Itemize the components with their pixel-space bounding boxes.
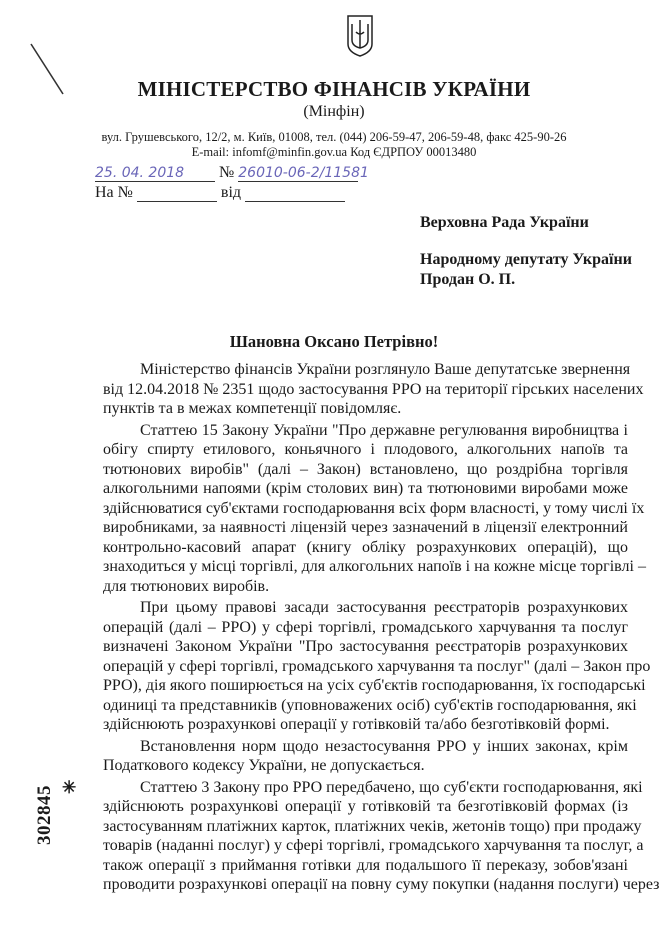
- paragraph-line: Статтею 3 Закону про РРО передбачено, що суб'єкти господарювання, які: [140, 778, 643, 796]
- paragraph-line: також операції з приймання готівки для подальшого її переказу, зобов'язані: [103, 856, 628, 874]
- paragraph-line: визначені Законом України "Про застосування реєстраторів розрахункових: [103, 638, 628, 655]
- ministry-name: МІНІСТЕРСТВО ФІНАНСІВ УКРАЇНИ: [137, 77, 531, 101]
- ministry-address: вул. Грушевського, 12/2, м. Київ, 01008, тел. (044) 206-59-47, 206-59-48, факс 425-90-26: [101, 130, 567, 144]
- reference-number-label: На №: [95, 184, 133, 201]
- reference-date-label: від: [220, 184, 242, 201]
- paragraph-line: контрольно-касовий апарат (книгу обліку розрахункових операцій), що: [103, 538, 628, 556]
- number-label: №: [219, 164, 235, 181]
- reference-number-blank: [137, 185, 217, 202]
- paragraph-line: проводити розрахункові операції на повну суму покупки (надання послуги) через: [103, 876, 660, 893]
- paragraph: [103, 737, 628, 776]
- paragraph-line: операцій (далі – РРО) у сфері торгівлі, громадського харчування та послуг: [103, 618, 628, 636]
- paragraph-line: виробниками, за наявності ліцензій через зазначений в ліцензії електронний: [103, 519, 628, 536]
- paragraph-line: знаходиться у місці торгівлі, для алкогольних напоїв і на кожне місце торгівлі –: [103, 558, 646, 575]
- paragraph: [103, 598, 651, 735]
- paragraph-line: тютюнових виробів" (далі – Закон) встановлено, що роздрібна торгівля: [103, 460, 628, 478]
- paragraph-line: здійснюють розрахункові операції у готівковій та безготівковій формах (із: [103, 798, 628, 815]
- coat-of-arms-icon: [346, 14, 374, 58]
- outgoing-registration: [95, 164, 369, 182]
- paragraph-line: Податкового кодексу України, не допускається.: [103, 757, 425, 774]
- greeting: Шановна Оксано Петрівно!: [229, 332, 439, 351]
- outgoing-number: 26010-06-2/11581: [238, 165, 369, 181]
- paragraph: [103, 421, 646, 597]
- paragraph-line: обігу спирту етилового, коньячного і плодового, алкогольних напоїв та: [103, 441, 628, 458]
- paragraph-line: Міністерство фінансів України розглянуло Ваше депутатське звернення: [140, 361, 631, 378]
- paragraph-line: РРО), дія якого поширюється на усіх суб'єктів господарювання, їх господарські: [103, 677, 646, 694]
- incoming-reference: [95, 184, 345, 202]
- paragraph-line: одиниці та представників (уповноважених осіб) суб'єктів господарювання, які: [103, 696, 637, 714]
- ministry-email: E-mail: infomf@minfin.gov.ua Код ЄДРПОУ 00013480: [191, 145, 477, 159]
- paragraph-line: застосуванням платіжних карток, платіжних чеків, жетонів тощо) при продажу: [103, 817, 642, 835]
- paragraph-line: пунктів та в межах компетенції повідомляє.: [103, 400, 402, 417]
- letter-body: [103, 360, 660, 897]
- outgoing-date: 25. 04. 2018: [95, 165, 215, 182]
- stamp-mark: ✳: [62, 778, 77, 797]
- paragraph-line: здійснюють розрахункові операції у готівковій та/або безготівковій формі.: [103, 716, 610, 733]
- registration-stamp-number: 302845: [34, 785, 55, 845]
- paragraph-line: Статтею 15 Закону України "Про державне регулювання виробництва і: [140, 421, 628, 439]
- paragraph-line: Встановлення норм щодо незастосування РРО у інших законах, крім: [140, 737, 628, 755]
- addressee-title: Народному депутату України: [420, 251, 632, 268]
- paragraph-line: При цьому правові засади застосування реєстраторів розрахункових: [140, 599, 628, 616]
- addressee-org: Верховна Рада України: [420, 214, 589, 231]
- paragraph-line: для тютюнових виробів.: [103, 577, 270, 595]
- paragraph-line: від 12.04.2018 № 2351 щодо застосування РРО на території гірських населених: [103, 380, 644, 398]
- ministry-short-name: (Мінфін): [303, 103, 365, 120]
- paragraph-line: алкогольними напоями (крім столових вин) та тютюновими виробами може: [103, 480, 628, 497]
- paragraph-line: операцій у сфері торгівлі, громадського харчування та послуг" (далі – Закон про: [103, 657, 651, 675]
- paragraph: [103, 778, 660, 895]
- addressee-name: Продан О. П.: [420, 271, 516, 288]
- paragraph-line: здійснюватися суб'єктами господарювання всіх форм власності, у тому числі їх: [103, 499, 645, 517]
- paragraph: [103, 360, 644, 419]
- paragraph-line: товарів (наданні послуг) у сфері торгівлі, громадського харчування та послуг, а: [103, 837, 644, 854]
- reference-date-blank: [245, 185, 345, 202]
